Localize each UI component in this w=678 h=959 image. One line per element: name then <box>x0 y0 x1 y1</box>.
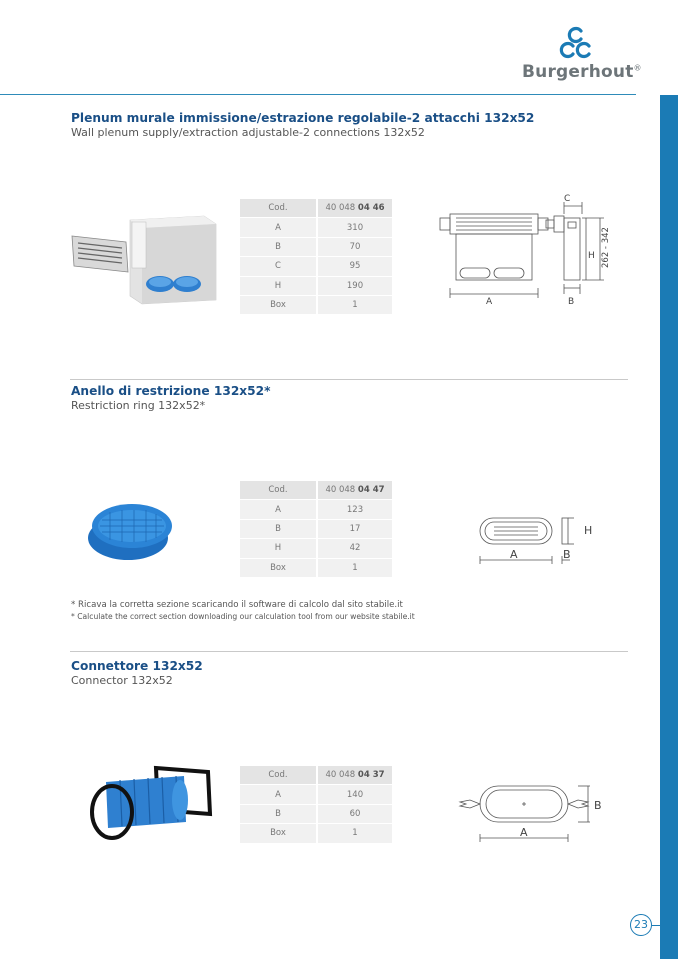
code-value: 40 048 04 46 <box>316 199 392 218</box>
product-3-title-en: Connector 132x52 <box>71 674 173 687</box>
page-number: 23 <box>630 914 652 936</box>
spec-header-row <box>240 199 392 218</box>
dim-b-label: B <box>594 799 602 812</box>
spec-value: 140 <box>316 785 392 804</box>
spec-key: Box <box>240 296 316 315</box>
dim-h-label: H <box>588 251 595 261</box>
spec-row <box>240 500 392 519</box>
product-3-spec-table <box>240 766 392 844</box>
code-value: 40 048 04 47 <box>316 481 392 500</box>
side-color-bar <box>660 95 678 959</box>
spec-row <box>240 805 392 824</box>
product-1-spec-table <box>240 199 392 315</box>
page-number-tick <box>652 925 660 926</box>
product-1-technical-drawing <box>436 188 616 308</box>
dim-h-label: H <box>584 524 593 537</box>
code-label: Cod. <box>240 766 316 785</box>
spec-value: 1 <box>316 824 392 843</box>
code-value: 40 048 04 37 <box>316 766 392 785</box>
spec-key: Box <box>240 824 316 843</box>
code-label: Cod. <box>240 481 316 500</box>
spec-value: 60 <box>316 805 392 824</box>
product-1-title-en: Wall plenum supply/extraction adjustable-2 connections 132x52 <box>71 126 425 139</box>
dim-b-label: B <box>568 297 575 307</box>
brand-name: Burgerhout® <box>522 62 642 82</box>
spec-row <box>240 238 392 257</box>
spec-key: A <box>240 500 316 519</box>
note-en: * Calculate the correct section downloading our calculation tool from our website stabile.it <box>71 612 415 621</box>
spec-key: A <box>240 218 316 237</box>
spec-value: 1 <box>316 559 392 578</box>
spec-header-row <box>240 766 392 785</box>
spec-key: B <box>240 520 316 539</box>
spec-key: H <box>240 539 316 558</box>
spec-key: H <box>240 277 316 296</box>
spec-header-row <box>240 481 392 500</box>
spec-value: 70 <box>316 238 392 257</box>
spec-value: 190 <box>316 277 392 296</box>
spec-value: 17 <box>316 520 392 539</box>
product-2-spec-table <box>240 481 392 578</box>
dim-a-label: A <box>520 826 528 839</box>
product-2-photo <box>80 490 180 570</box>
spec-row <box>240 277 392 296</box>
spec-key: A <box>240 785 316 804</box>
spec-row <box>240 218 392 237</box>
product-1-title-it: Plenum murale immissione/estrazione regolabile-2 attacchi 132x52 <box>71 111 535 125</box>
spec-row <box>240 559 392 578</box>
spec-value: 123 <box>316 500 392 519</box>
spec-value: 42 <box>316 539 392 558</box>
spec-row <box>240 785 392 804</box>
dim-range-label: 262 - 342 <box>601 227 611 268</box>
spec-value: 95 <box>316 257 392 276</box>
dim-b-label: B <box>563 548 571 561</box>
spec-row <box>240 257 392 276</box>
dim-a-label: A <box>510 548 518 561</box>
note-it: * Ricava la corretta sezione scaricando il software di calcolo dal sito stabile.it <box>71 600 403 610</box>
header-divider <box>0 94 636 95</box>
spec-value: 310 <box>316 218 392 237</box>
spec-key: Box <box>240 559 316 578</box>
dim-c-label: C <box>564 194 571 204</box>
code-label: Cod. <box>240 199 316 218</box>
dim-a-label: A <box>486 297 493 307</box>
spec-key: C <box>240 257 316 276</box>
product-2-technical-drawing <box>474 508 604 568</box>
spec-key: B <box>240 238 316 257</box>
spec-key: B <box>240 805 316 824</box>
spec-row <box>240 539 392 558</box>
spec-row <box>240 824 392 843</box>
product-3-title-it: Connettore 132x52 <box>71 659 203 673</box>
spec-value: 1 <box>316 296 392 315</box>
product-1-photo <box>70 196 220 316</box>
product-2-title-en: Restriction ring 132x52* <box>71 399 206 412</box>
spec-row <box>240 520 392 539</box>
product-2-title-it: Anello di restrizione 132x52* <box>71 384 271 398</box>
spec-row <box>240 296 392 315</box>
product-3-photo <box>76 758 226 848</box>
section-divider <box>70 651 628 652</box>
section-divider <box>70 379 628 380</box>
product-3-technical-drawing <box>456 776 606 846</box>
